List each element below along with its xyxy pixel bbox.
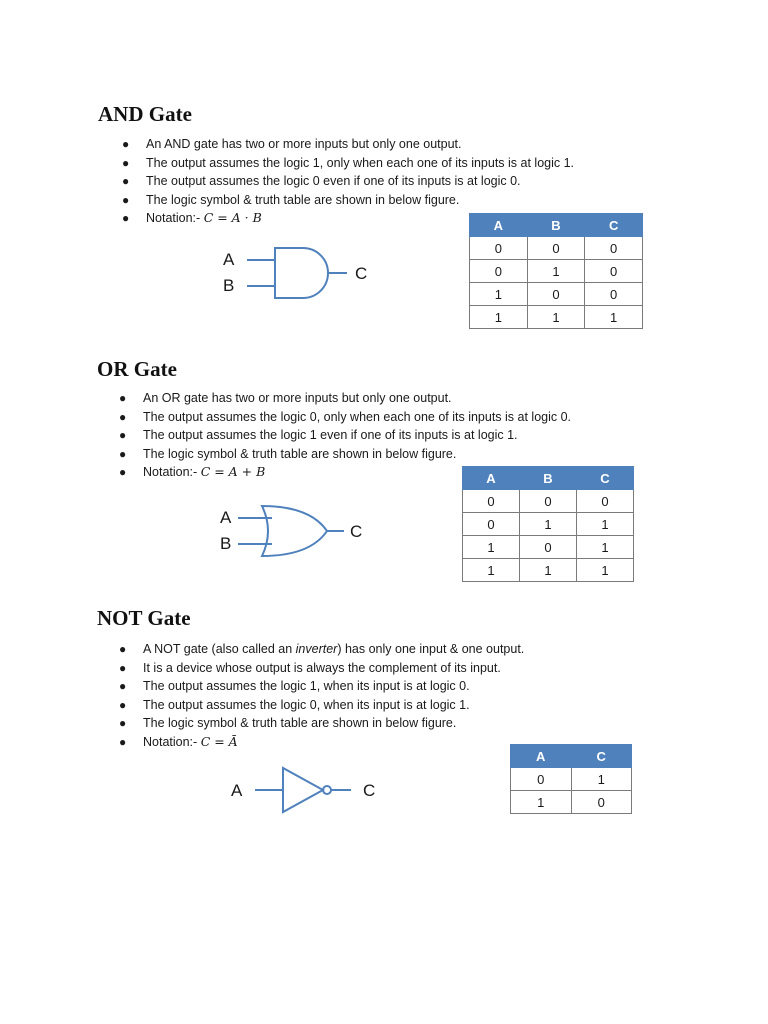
and-gate-icon (247, 248, 347, 298)
list-item: ● The logic symbol & truth table are shown in below figure. (119, 445, 571, 464)
bullet-dot-icon: ● (122, 137, 130, 151)
bullet-dot-icon: ● (122, 174, 130, 188)
not-output-label: C (363, 781, 376, 800)
not-gate-bullets (119, 640, 524, 751)
table-cell: 1 (470, 306, 528, 329)
not-notation: C = Ā (200, 733, 238, 749)
table-row (470, 283, 643, 306)
list-item: ● The output assumes the logic 0, when its input is at logic 1. (119, 696, 524, 715)
table-row (463, 513, 634, 536)
table-header-cell: C (571, 745, 632, 768)
bullet-dot-icon: ● (119, 697, 127, 712)
notation-item: ● Notation:- C = Ā (119, 733, 524, 752)
table-cell: 1 (520, 513, 577, 536)
table-cell: 0 (463, 490, 520, 513)
list-item: ● An AND gate has two or more inputs but only one output. (122, 135, 574, 154)
table-cell: 1 (511, 791, 572, 814)
table-cell: 1 (470, 283, 528, 306)
table-row (470, 260, 643, 283)
not-gate-icon (255, 768, 351, 812)
bullet-dot-icon: ● (119, 679, 127, 693)
table-header-cell: C (585, 214, 643, 237)
table-cell: 1 (527, 306, 585, 329)
table-row (470, 237, 643, 260)
table-cell: 0 (470, 237, 528, 260)
table-cell: 0 (585, 237, 643, 260)
not-truth-table (510, 744, 632, 814)
bullet-dot-icon: ● (119, 734, 127, 749)
list-item: ● The output assumes the logic 1, only when each one of its inputs is at logic 1. (122, 154, 574, 173)
table-cell: 0 (527, 283, 585, 306)
and-gate-heading: AND Gate (98, 102, 192, 126)
table-header-cell: B (527, 214, 585, 237)
and-output-label: C (355, 264, 368, 283)
table-header-cell: A (511, 745, 572, 768)
table-cell: 0 (571, 791, 632, 814)
or-truth-table (462, 466, 634, 582)
list-item: ● The output assumes the logic 1, when its input is at logic 0. (119, 677, 524, 696)
list-item: ● The logic symbol & truth table are shown in below figure. (119, 714, 524, 733)
list-item: ● The output assumes the logic 1 even if one of its inputs is at logic 1. (119, 426, 571, 445)
bullet-dot-icon: ● (119, 428, 127, 442)
inverter-term: inverter (295, 642, 338, 656)
table-cell: 1 (577, 536, 634, 559)
table-header-row (463, 467, 634, 490)
or-input-a-label: A (220, 508, 232, 527)
bullet-dot-icon: ● (119, 642, 127, 656)
table-header-cell: A (470, 214, 528, 237)
list-item: ● It is a device whose output is always the complement of its input. (119, 659, 524, 678)
table-cell: 0 (585, 260, 643, 283)
table-header-row (511, 745, 632, 768)
table-row (463, 490, 634, 513)
bullet-dot-icon: ● (119, 446, 127, 461)
or-gate-icon (238, 506, 344, 556)
table-cell: 1 (571, 768, 632, 791)
table-row (463, 536, 634, 559)
list-item: ● The output assumes the logic 0 even if one of its inputs is at logic 0. (122, 172, 574, 191)
bullet-dot-icon: ● (119, 391, 127, 405)
table-row (511, 768, 632, 791)
table-header-row (470, 214, 643, 237)
table-cell: 0 (527, 237, 585, 260)
or-gate-heading: OR Gate (97, 357, 177, 381)
not-gate-symbol (225, 762, 395, 822)
table-cell: 0 (520, 536, 577, 559)
table-cell: 0 (520, 490, 577, 513)
and-input-a-label: A (223, 250, 235, 269)
bullet-dot-icon: ● (119, 716, 127, 730)
table-cell: 0 (511, 768, 572, 791)
table-cell: 0 (577, 490, 634, 513)
table-row (463, 559, 634, 582)
table-cell: 0 (463, 513, 520, 536)
or-output-label: C (350, 522, 363, 541)
table-row (511, 791, 632, 814)
notation-item: ● Notation:- C = A · B (122, 209, 574, 228)
table-cell: 1 (463, 559, 520, 582)
table-row (470, 306, 643, 329)
table-cell: 0 (470, 260, 528, 283)
list-item: ● An OR gate has two or more inputs but only one output. (119, 389, 571, 408)
table-cell: 1 (463, 536, 520, 559)
and-gate-symbol (215, 240, 405, 310)
and-truth-table (469, 213, 643, 329)
table-cell: 1 (520, 559, 577, 582)
or-notation: C = A + B (200, 464, 266, 479)
table-cell: 0 (585, 283, 643, 306)
bullet-dot-icon: ● (119, 409, 127, 424)
notation-item: ● Notation:- C = A + B (119, 463, 571, 482)
or-gate-symbol (212, 498, 402, 568)
bullet-dot-icon: ● (122, 192, 130, 207)
list-item: ● The output assumes the logic 0, only when each one of its inputs is at logic 0. (119, 408, 571, 427)
not-input-a-label: A (231, 781, 243, 800)
table-header-cell: C (577, 467, 634, 490)
bullet-dot-icon: ● (122, 155, 130, 170)
table-cell: 1 (577, 513, 634, 536)
table-cell: 1 (585, 306, 643, 329)
list-item: ● The logic symbol & truth table are shown in below figure. (122, 191, 574, 210)
table-cell: 1 (577, 559, 634, 582)
and-notation: C = A · B (203, 210, 262, 225)
table-cell: 1 (527, 260, 585, 283)
table-header-cell: B (520, 467, 577, 490)
table-header-cell: A (463, 467, 520, 490)
or-input-b-label: B (220, 534, 232, 553)
bullet-dot-icon: ● (122, 211, 130, 225)
and-input-b-label: B (223, 276, 235, 295)
list-item: ● A NOT gate (also called an inverter) has only one input & one output. (119, 640, 524, 659)
bullet-dot-icon: ● (119, 660, 127, 675)
bullet-dot-icon: ● (119, 465, 127, 479)
not-gate-heading: NOT Gate (97, 606, 191, 630)
